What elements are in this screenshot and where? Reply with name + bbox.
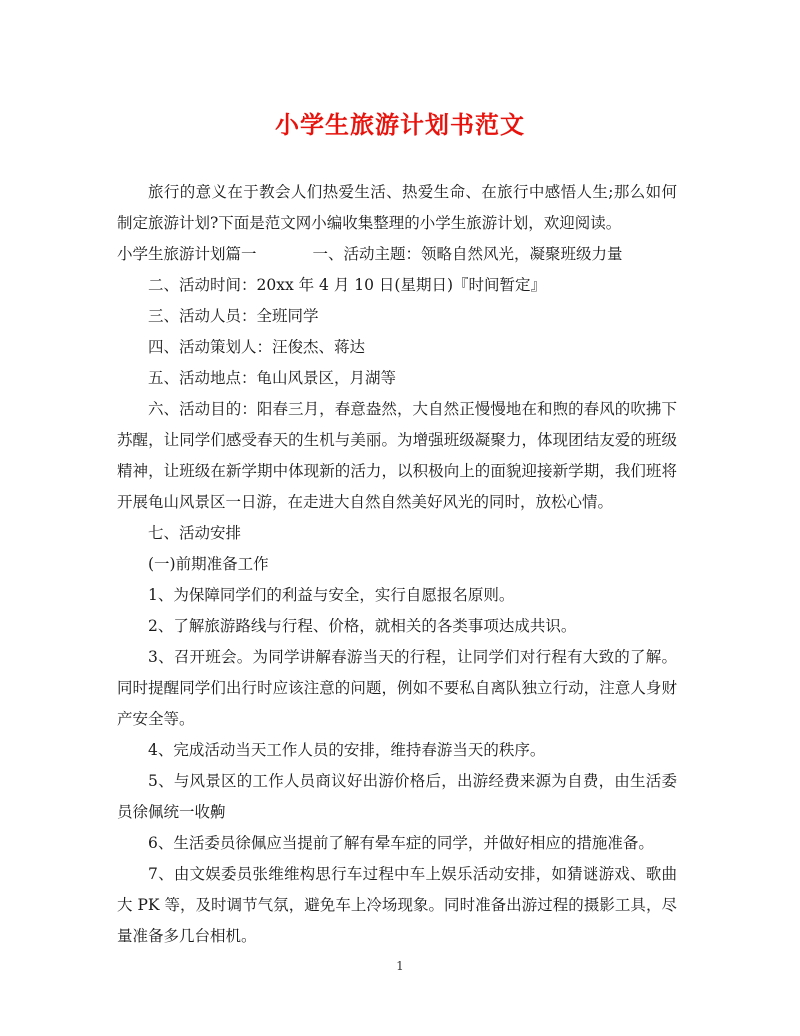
document-title: 小学生旅游计划书范文 [275, 110, 525, 139]
activity-location: 五、活动地点：龟山风景区，月湖等 [148, 369, 397, 387]
section-heading-line [117, 239, 677, 270]
activity-purpose: 六、活动目的：阳春三月，春意盎然，大自然正慢慢地在和煦的春风的吹拂下苏醒，让同学们感受春天的生机与美丽。为增强班级凝聚力，体现团结友爱的班级精神，让班级在新学期中体现新的活力，以积极向上的面貌迎接新学期，我们班将开展龟山风景区一日游，在走进大自然自然美好风光的同时，放松心情。 [117, 400, 677, 511]
list-item: 3、召开班会。为同学讲解春游当天的行程，让同学们对行程有大致的了解。同时提醒同学们出行时应该注意的问题，例如不要私自离队独立行动，注意人身财产安全等。 [117, 648, 677, 728]
activity-people: 三、活动人员：全班同学 [148, 307, 319, 325]
section-label: 小学生旅游计划篇一 [117, 245, 257, 263]
list-item: 4、完成活动当天工作人员的安排，维持春游当天的秩序。 [148, 741, 546, 759]
document-body [117, 177, 677, 952]
list-item: 1、为保障同学们的利益与安全，实行自愿报名原则。 [148, 586, 515, 604]
activity-time: 二、活动时间：20xx 年 4 月 10 日(星期日)『时间暂定』 [148, 276, 547, 294]
list-item: 6、生活委员徐佩应当提前了解有晕车症的同学，并做好相应的措施准备。 [148, 834, 654, 852]
page-number: 1 [396, 959, 404, 973]
list-item: 5、与风景区的工作人员商议好出游价格后，出游经费来源为自费，由生活委员徐佩统一收齁 [117, 772, 677, 821]
list-item: 2、了解旅游路线与行程、价格，就相关的各类事项达成共识。 [148, 617, 577, 635]
activity-theme: 一、活动主题：领略自然风光，凝聚班级力量 [312, 245, 623, 263]
activity-arrangement: 七、活动安排 [148, 524, 242, 542]
prep-heading: (一)前期准备工作 [148, 555, 269, 573]
intro-paragraph: 旅行的意义在于教会人们热爱生活、热爱生命、在旅行中感悟人生;那么如何制定旅游计划?下面是范文网小编收集整理的小学生旅游计划，欢迎阅读。 [117, 183, 677, 232]
activity-planner: 四、活动策划人：汪俊杰、蒋达 [148, 338, 366, 356]
list-item: 7、由文娱委员张维维构思行车过程中车上娱乐活动安排，如猜谜游戏、歌曲大 PK 等，及时调节气氛，避免车上冷场现象。同时准备出游过程的摄影工具，尽量准备多几台相机。 [117, 865, 677, 945]
